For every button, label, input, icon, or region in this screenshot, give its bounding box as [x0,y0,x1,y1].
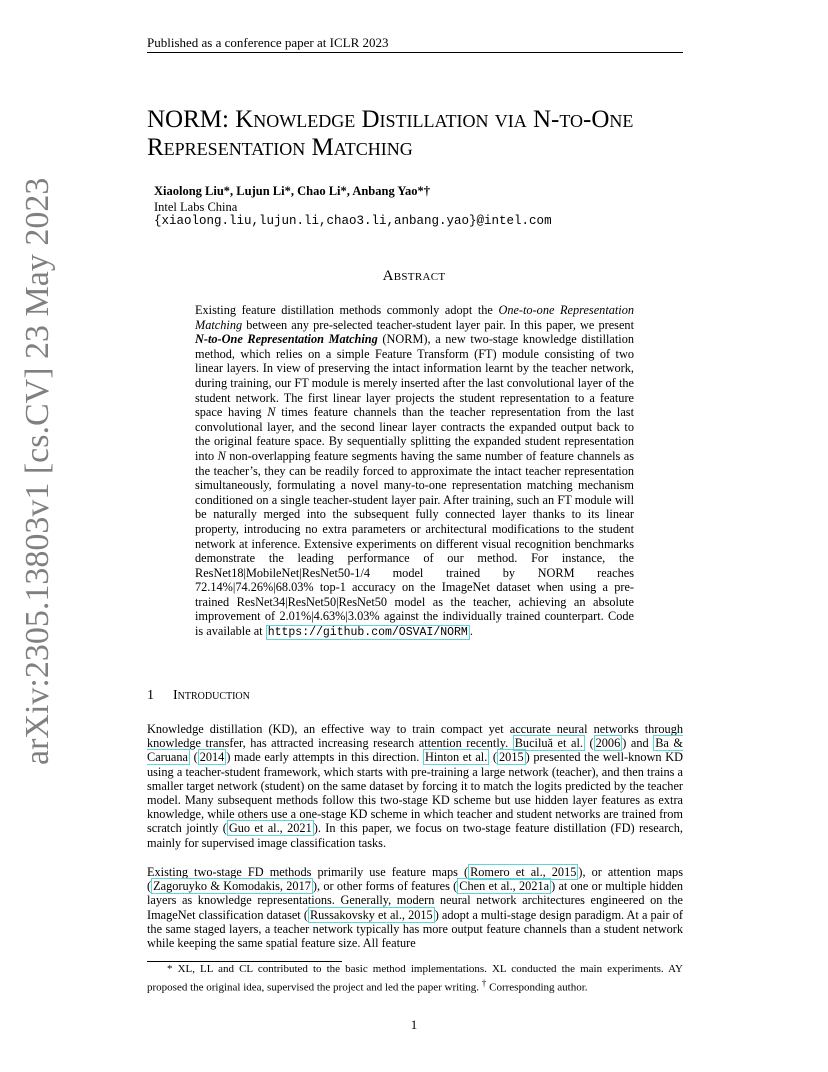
header-rule [147,52,683,53]
body-text: ) made early attempts in this direction. [226,750,423,765]
author-list: Xiaolong Liu*, Lujun Li*, Chao Li*, Anbang Yao*† [154,184,431,198]
footnote-text: Corresponding author. [486,981,588,994]
running-header: Published as a conference paper at ICLR 2023 [147,35,389,50]
code-link[interactable]: https://github.com/OSVAI/NORM [267,626,468,640]
body-text: ), or attention maps ( [147,865,683,894]
citation-link[interactable]: Romero et al., 2015 [470,865,577,879]
footnote [147,963,683,995]
abstract-heading: Abstract [382,268,446,284]
abstract-text [195,303,634,641]
section-title: Introduction [173,688,250,703]
dagger-mark: † [481,977,487,988]
body-text: ). In this paper, we focus on two-stage feature distillation (FD) research, mainly for supervised image classification tasks. [147,821,683,850]
body-text: ( [189,750,198,765]
footnote-text: * XL, LL and CL contributed to the basic method implementations. XL conducted the main experiments. AY proposed the original idea, supervised the project and led the paper writing. [147,963,683,994]
body-text: ), or other forms of features ( [312,879,458,894]
body-text: ) adopt a multi-stage design paradigm. At a pair of the same staged layers, a teacher network typically has more output feature channels than a student network while keeping the same spatial feature size. All feature [147,907,683,951]
body-text: Existing two-stage FD methods primarily use feature maps ( [147,865,469,879]
intro-paragraph-1 [147,722,683,850]
section-number: 1 [147,688,154,703]
body-text: ) and [622,736,654,751]
citation-link[interactable]: 2014 [199,750,225,765]
title-line-2: Representation Matching [147,134,413,161]
abstract-span: between any pre-selected teacher-student layer pair. In this paper, we present [242,317,634,332]
body-text: Knowledge distillation (KD), an effective way to train compact yet accurate neural networks through knowledge transfer, has attracted increasing research attention recently. [147,722,683,751]
arxiv-stamp: arXiv:2305.13803v1 [cs.CV] 23 May 2023 [19,177,56,765]
citation-link[interactable]: Ba & Caruana [147,736,683,765]
body-text: ( [489,750,498,765]
math-n: N [267,405,276,420]
section-heading-introduction [147,688,250,704]
body-text: ( [584,736,594,751]
abstract-method-name: N-to-One Representation Matching [195,332,378,347]
citation-link[interactable]: 2015 [499,750,524,765]
citation-link[interactable]: Hinton et al. [424,750,488,765]
abstract-span: times feature channels than the teacher representation from the last convolutional layer, and the second linear layer contracts the expanded output back to the original feature space. By sequentially splitting the expanded student representation into [195,405,634,463]
citation-link[interactable]: Guo et al., 2021 [228,821,312,836]
math-n: N [217,448,226,463]
page-number: 1 [410,1017,418,1032]
citation-link[interactable]: Russakovsky et al., 2015 [309,907,433,922]
footnote-rule [147,961,342,962]
abstract-span: non-overlapping feature segments having the same number of feature channels as the teacher’s, they can be readily forced to approximate the intact teacher representation simultaneously, formulating a novel many-to-one representation matching mechanism conditioned on a single teacher-student layer pair. After training, such an FT module will be naturally merged into the subsequent fully connected layer thanks to its linear property, introducing no extra parameters or architectural modifications to the student network at inference. Extensive experiments on different visual recognition benchmarks demonstrate the leading performance of our method. For instance, the ResNet18|MobileNet|ResNet50-1/4 model trained by NORM reaches 72.14%|74.26%|68.03% top-1 accuracy on the ImageNet dataset when using a pre-trained ResNet34|ResNet50|ResNet50 model as the teacher, achieving an absolute improvement of 2.01%|4.63%|3.03% against the individually trained counterpart. Code is available at [195,448,634,639]
abstract-span: . [469,624,473,639]
affiliation: Intel Labs China [154,200,238,214]
abstract-span: Existing feature distillation methods commonly adopt the [195,303,499,317]
citation-link[interactable]: Buciluǎ et al. [514,736,583,751]
paper-title [147,106,707,162]
title-line-1: NORM: Knowledge Distillation via N-to-One [147,106,634,133]
abstract-emphasis: One-to-one Representation Matching [195,303,635,332]
abstract-span: (NORM), a new two-stage knowledge distillation method, which relies on a simple Feature Transform (FT) module consisting of two linear layers. In view of preserving the intact information learnt by the teacher network, during training, our FT module is merely inserted after the last convolutional layer of the student network. The first linear layer projects the student representation to a feature space having [195,332,634,420]
citation-link[interactable]: 2006 [595,736,621,751]
citation-link[interactable]: Chen et al., 2021a [459,879,550,894]
author-emails: {xiaolong.liu,lujun.li,chao3.li,anbang.yao}@intel.com [154,214,552,228]
body-text: ) presented the well-known KD using a teacher-student framework, which starts with pre-training a large network (teacher), and then trains a smaller target network (student) on the same dataset by forcing it to match the logits predicted by the teacher model. Many subsequent methods follow this two-stage KD scheme but use hidden layer features as extra knowledge, while others use a one-stage KD scheme in which teacher and student networks are trained from scratch jointly ( [147,750,683,836]
citation-link[interactable]: Zagoruyko & Komodakis, 2017 [153,879,311,894]
intro-paragraph-2 [147,865,683,950]
body-text: ) at one or multiple hidden layers as knowledge representations. Generally, modern neural network architectures engineered on the ImageNet classification dataset ( [147,879,683,922]
